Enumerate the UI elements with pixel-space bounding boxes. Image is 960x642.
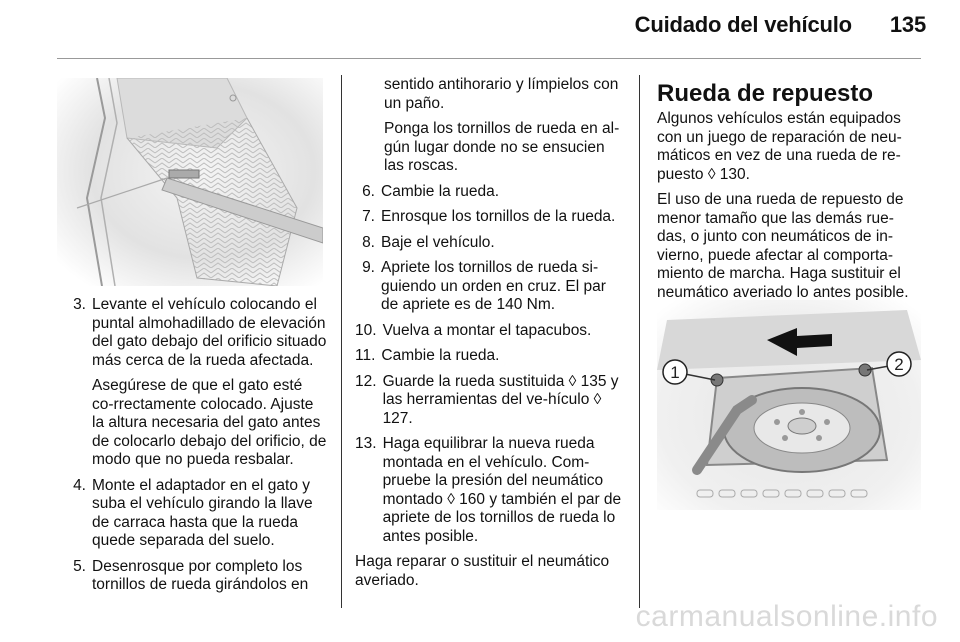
page-number: 135	[889, 12, 926, 37]
step-5-continuation: sentido antihorario y límpielos con un paño.	[384, 76, 619, 112]
column-divider-right	[639, 75, 640, 608]
step-text: Cambie la rueda.	[381, 182, 500, 200]
step-number: 13.	[355, 435, 377, 452]
step-number: 7.	[362, 208, 375, 225]
section-heading: Rueda de repuesto	[657, 80, 874, 107]
step-11	[355, 347, 625, 366]
step-number: 9.	[362, 259, 375, 276]
step-number: 8.	[362, 233, 375, 251]
step-5	[66, 558, 328, 595]
step-text: Cambie la rueda.	[381, 347, 500, 364]
step-text: Levante el vehículo colocando el puntal almohadillado de elevación del gato debajo del orificio situado más cerca de la rueda afectada.	[92, 296, 327, 369]
step-text: Guarde la rueda sustituida ◊ 135 y las herramientas del ve-hículo ◊ 127.	[382, 372, 619, 427]
step-number: 3.	[73, 296, 86, 313]
step-number: 11.	[355, 347, 376, 364]
step-number: 6.	[362, 182, 375, 200]
paragraph-1: Algunos vehículos están equipados con un juego de reparación de neu-máticos en vez de una rueda de re-puesto ◊ 130.	[657, 110, 902, 183]
step-text: Desenrosque por completo los tornillos de rueda girándolos en	[92, 557, 309, 593]
closing-note: Haga reparar o sustituir el neumático averiado.	[355, 553, 610, 589]
page-header	[635, 12, 926, 38]
spare-wheel-illustration	[657, 300, 921, 510]
step-text: Monte el adaptador en el gato y suba el vehículo girando la llave de carraca hasta que la rueda quede separada del suelo.	[92, 476, 313, 549]
step-4	[66, 477, 328, 551]
step-7	[355, 208, 625, 227]
step-6	[355, 183, 625, 202]
step-5-note: Ponga los tornillos de rueda en al-gún lugar donde no se ensucien las roscas.	[384, 120, 620, 174]
column-left	[66, 296, 328, 602]
paragraph-2: El uso de una rueda de repuesto de menor tamaño que las demás rue-das, o junto con neumáticos de in-vierno, puede afectar al comporta-miento de marcha. Haga sustituir el neumático averiado lo antes posible.	[657, 191, 909, 301]
step-10	[355, 322, 625, 341]
column-divider-left	[341, 75, 342, 608]
step-number: 10.	[355, 321, 377, 339]
step-text: Apriete los tornillos de rueda si-guiendo un orden en cruz. El par de apriete es de 140 Nm.	[381, 259, 606, 313]
step-9	[355, 259, 625, 315]
column-middle	[355, 76, 625, 597]
step-8	[355, 234, 625, 253]
chapter-title: Cuidado del vehículo	[634, 12, 852, 37]
step-text: Vuelva a montar el tapacubos.	[382, 321, 592, 339]
step-number: 5.	[73, 557, 86, 575]
callout-1-label: 1	[670, 363, 680, 382]
step-text: Haga equilibrar la nueva rueda montada en el vehículo. Com-pruebe la presión del neumático montado ◊ 160 y también el par de apriete de los tornillos de rueda lo antes posible.	[382, 435, 622, 545]
callout-2-label: 2	[894, 355, 904, 374]
column-right	[657, 80, 919, 309]
step-3	[66, 296, 328, 370]
step-number: 12.	[355, 372, 377, 390]
jack-illustration	[57, 78, 323, 286]
step-text: Baje el vehículo.	[381, 233, 495, 251]
step-number: 4.	[73, 476, 86, 494]
step-text: Enrosque los tornillos de la rueda.	[381, 208, 616, 225]
step-13	[355, 435, 625, 546]
step-12	[355, 373, 625, 429]
header-rule	[57, 58, 921, 59]
watermark: carmanualsonline.info	[635, 600, 938, 633]
step-3-note: Asegúrese de que el gato esté co-rrectamente colocado. Ajuste la altura necesaria del gato antes de colocarlo debajo del orificio, de modo que no pueda resbalar.	[92, 377, 327, 468]
